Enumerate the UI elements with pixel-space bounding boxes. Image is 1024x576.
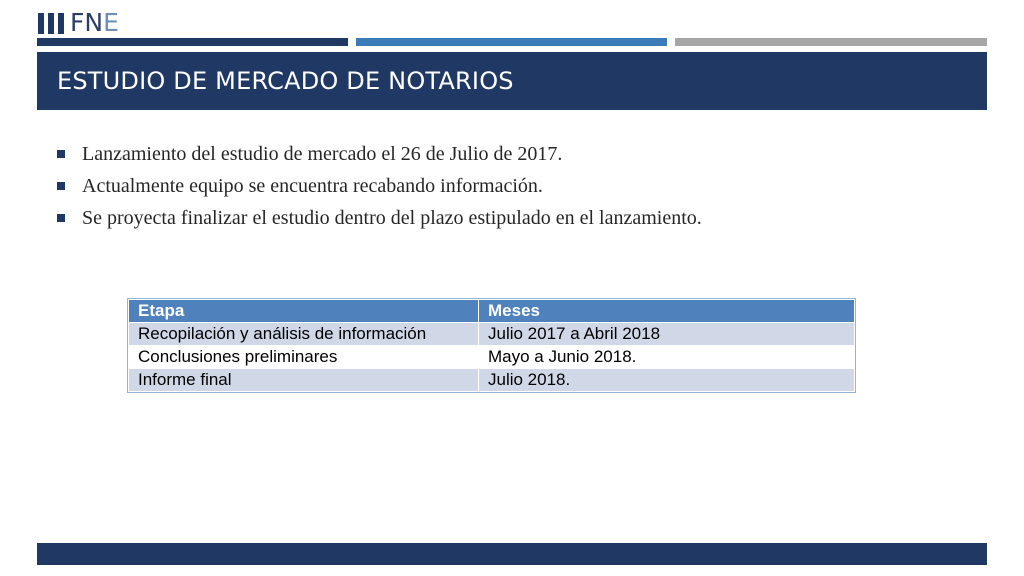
table-cell-stage: Recopilación y análisis de información — [129, 323, 479, 346]
footer-bar — [37, 543, 987, 565]
logo-bars-icon — [38, 13, 64, 34]
square-bullet-icon — [57, 150, 65, 158]
bullet-text: Actualmente equipo se encuentra recabando información. — [82, 174, 543, 197]
bullet-item — [57, 138, 702, 170]
title-bar — [37, 52, 987, 110]
bullet-text: Lanzamiento del estudio de mercado el 26 de Julio de 2017. — [82, 142, 563, 165]
table-cell-months: Julio 2018. — [479, 369, 855, 392]
column-header-meses: Meses — [479, 300, 855, 323]
column-header-etapa: Etapa — [129, 300, 479, 323]
table-header-row — [129, 300, 855, 323]
bullet-item — [57, 170, 702, 202]
table-cell-months: Mayo a Junio 2018. — [479, 346, 855, 369]
header-stripe-blue — [356, 38, 667, 46]
fne-logo — [38, 8, 119, 37]
header-stripe-gray — [675, 38, 987, 46]
bullet-item — [57, 202, 702, 234]
bullet-list — [57, 138, 702, 234]
stages-table — [128, 299, 855, 392]
table-cell-months: Julio 2017 a Abril 2018 — [479, 323, 855, 346]
logo-text-accent: E — [103, 8, 119, 37]
table-row — [129, 369, 855, 392]
table-cell-stage: Conclusiones preliminares — [129, 346, 479, 369]
slide-title: ESTUDIO DE MERCADO DE NOTARIOS — [57, 67, 514, 95]
header-stripe-navy — [37, 38, 348, 46]
table-row — [129, 346, 855, 369]
table-row — [129, 323, 855, 346]
square-bullet-icon — [57, 182, 65, 190]
logo-wordmark — [70, 8, 119, 37]
square-bullet-icon — [57, 214, 65, 222]
logo-text-main: FN — [70, 8, 104, 37]
bullet-text: Se proyecta finalizar el estudio dentro del plazo estipulado en el lanzamiento. — [82, 206, 702, 229]
table-cell-stage: Informe final — [129, 369, 479, 392]
